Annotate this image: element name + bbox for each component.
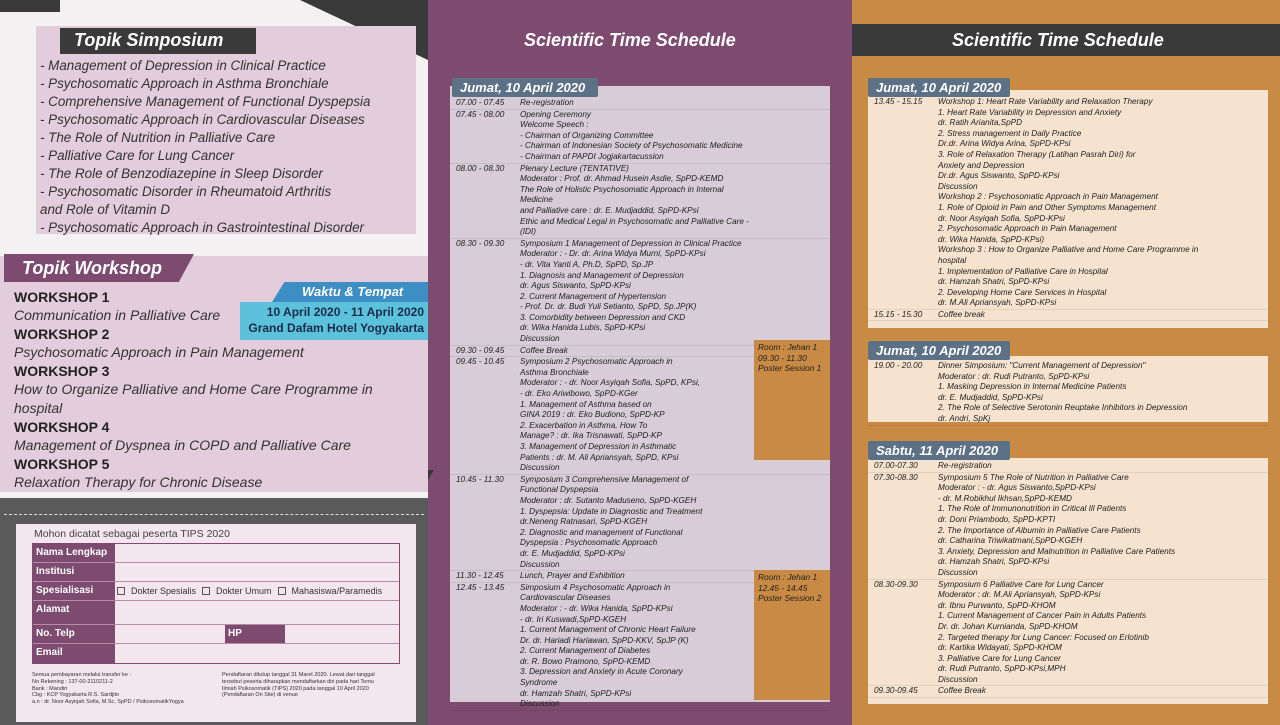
day1b-schedule	[868, 97, 1268, 321]
payment-info: Semua pembayaran melalui transfer ke : No Rekening : 137-00-2110211-2 Bank : Mandiri Cbg : KCP Yogyakarta R.S. Sardjito a.n : dr. Noor Asyiqah Sofia, M.Sc, SpPD / PsikosomatikYogya	[32, 672, 184, 706]
schedule-content: Symposium 6 Palliative Care for Lung Cancer Moderator : dr. M.Ali Apriansyah, SpPD-KPsi dr. Ibnu Purwanto, SpPD-KHOM 1. Current Management of Cancer Pain in Adults Patients Dr. dr. Johan Kurnianda, SpPD-KHOM 2. Targeted therapy for Lung Cancer: Focused on Erlotinib dr. Kartika Widayati, SpPD-KHOM 3. Palliative Care for Lung Cancer dr. Rudi Putranto, SpPD-KPsi,MPH Discussion	[938, 579, 1149, 684]
schedule-content: Re-registration	[938, 461, 992, 470]
hp-field[interactable]	[285, 625, 399, 643]
schedule-time: 11.30 - 12.45	[456, 571, 504, 581]
form-row-phone	[33, 625, 399, 644]
venue-date: 10 April 2020 - 11 April 2020	[266, 305, 424, 319]
schedule-time: 08.30 - 09.30	[456, 238, 505, 248]
schedule-content: Workshop 1: Heart Rate Variability and Relaxation Therapy 1. Heart Rate Variability in Depression and Anxiety dr. Ratih Arianita,SpPD 2. Stress management in Daily Practice Dr.dr. Arina Widya Arina, SpPD-KPsi 3. Role of Relaxation Therapy (Latihan Pasrah Diri) for Anxiety and Depression Dr.dr. Agus Siswanto, SpPD-KPsi Discussion Workshop 2 : Psychosomatic Approach in Pain Management 1. Role of Opioid in Pain and Other Symptoms Management dr. Noor Asyiqah Sofia, SpPD-KPsi 2. Psychosomatic Approach in Pain Management dr. Wika Hanida, SpPD-KPsi) Workshop 3 : How to Organize Palliative and Home Care Programme in hospital 1. Implementation of Palliative Care in Hospital dr. Hamzah Shatri, SpPD-KPsi 2. Developing Home Care Services in Hospital dr. M.Ali Apriansyah, SpPD-KPsi	[938, 97, 1199, 308]
day2-label: Sabtu, 11 April 2020	[868, 441, 1010, 460]
schedule-row	[450, 239, 830, 346]
schedule-row	[450, 475, 830, 571]
address-label: Alamat	[33, 601, 115, 624]
decor-band	[0, 0, 60, 12]
schedule-row	[450, 110, 830, 164]
symposium-topic: - Management of Depression in Clinical Practice	[40, 58, 326, 73]
form-row-specialization	[33, 582, 399, 601]
schedule-time: 15.15 - 15.30	[874, 309, 923, 319]
workshop-description: Communication in Palliative Care	[14, 307, 221, 323]
schedule-row	[868, 310, 1268, 322]
opt3-label: Mahasiswa/Paramedis	[291, 586, 383, 596]
schedule-title-right: Scientific Time Schedule	[952, 30, 1164, 50]
form-table	[32, 543, 400, 664]
schedule-content: Symposium 5 The Role of Nutrition in Palliative Care Moderator : - dr. Agus Siswanto,SpPD-KPsi - dr. M.Robikhul Ikhsan,SpPD-KEMD 1. The Role of Immunonutrition in Critical Ill Patients dr. Doni Priambodo, SpPD-KPTI 2. The Importance of Albumin in Palliative Care Patients dr. Catharina Triwikatmani,SpPD-KGEH 3. Anxiety, Depression and Malnutrition in Palliative Care Patients dr. Hamzah Shatri, SpPD-KPsi Discussion	[938, 472, 1176, 577]
form-title: Mohon dicatat sebagai peserta TIPS 2020	[34, 528, 230, 540]
symposium-topic: - The Role of Nutrition in Palliative Care	[40, 130, 276, 145]
workshop-heading: WORKSHOP 1	[14, 289, 110, 305]
form-row-institution	[33, 563, 399, 582]
workshop-title: Topik Workshop	[22, 258, 163, 278]
form-row-email	[33, 644, 399, 663]
schedule-content: Lunch, Prayer and Exhibition	[520, 571, 625, 581]
hp-label: HP	[225, 625, 285, 643]
schedule-content: Re-registration	[520, 98, 574, 107]
schedule-time: 08.30-09.30	[874, 579, 918, 589]
schedule-time: 09.30 - 09.45	[456, 345, 505, 355]
workshop-description: Management of Dyspnea in COPD and Palliative Care	[14, 437, 351, 453]
email-field[interactable]	[115, 644, 399, 663]
workshop-heading: WORKSHOP 3	[14, 363, 110, 379]
schedule-row	[450, 98, 830, 110]
symposium-topic: - Psychosomatic Disorder in Rheumatoid Arthritis and Role of Vitamin D	[40, 184, 332, 217]
symposium-topic: - Palliative Care for Lung Cancer	[40, 148, 235, 163]
schedule-row	[868, 580, 1268, 687]
form-row-name	[33, 544, 399, 563]
schedule-time: 19.00 - 20.00	[874, 361, 923, 370]
form-row-address	[33, 601, 399, 625]
workshop-description: Relaxation Therapy for Chronic Disease	[14, 474, 263, 490]
venue-title: Waktu & Tempat	[302, 284, 404, 299]
symposium-topic: - Psychosomatic Approach in Cardiovascular Diseases	[40, 112, 365, 127]
email-label: Email	[33, 644, 115, 663]
schedule-content: Opening Ceremony Welcome Speech : - Chairman of Organizing Committee - Chairman of Indonesian Society of Psychosomatic Medicine - Chairman of PAPDI Jogjakartacussion	[520, 109, 743, 161]
schedule-time: 12.45 - 13.45	[456, 582, 505, 592]
schedule-content: Symposium 3 Comprehensive Management of Functional Dyspepsia Moderator : dr. Sutanto Maduseno, SpPD-KGEH 1. Dyspepsia: Update in Diagnostic and Treatment dr.Neneng Ratnasari, SpPD-KGEH 2. Diagnostic and management of Functional Dyspepsia : Psychosomatic Approach dr. E. Mudjaddid, SpPD-KPsi Discussion	[520, 474, 703, 569]
symposium-topic: - Comprehensive Management of Functional Dyspepsia	[40, 94, 371, 109]
schedule-content: Plenary Lecture (TENTATIVE) Moderator : Prof. dr. Ahmad Husein Asdie, SpPD-KEMD The Role of Holistic Psychosomatic Approach in Internal Medicine and Palliative care : dr. E. Mudjaddid, SpPD-KPsi Ethic and Medical Legal in Psychosomatic and Palliative Care - (IDI)	[520, 163, 749, 237]
symposium-topic-list	[40, 57, 414, 237]
schedule-content: Coffee break	[938, 309, 985, 319]
opt2-label: Dokter Umum	[216, 586, 272, 596]
day1-label: Jumat, 10 April 2020	[452, 78, 598, 97]
registration-info: Pendaftaran ditutup tanggal 31 Maret 2020. Lewat dari tanggal tersebut peserta diharapkan mendaftarkan diri pada hari Temu Ilmiah Psikosomatik (TIPS) 2020 pada tanggal 10 April 2020 (Pendaftaran On Site) di venue	[222, 672, 375, 699]
address-field[interactable]	[115, 601, 399, 624]
institution-label: Institusi	[33, 563, 115, 581]
institution-field[interactable]	[115, 563, 399, 581]
phone-label: No. Telp	[33, 625, 115, 643]
schedule-content: Dinner Simposium: "Current Management of Depression" Moderator : dr. Rudi Putranto, SpPD-KPsi 1. Masking Depression in Internal Medicine Patients dr. E. Mudjaddid, SpPD-KPsi 2. The Role of Selective Serotonin Reuptake Inhibitors in Depression dr. Andri, SpKj	[938, 361, 1188, 423]
schedule-time: 09.45 - 10.45	[456, 357, 505, 367]
schedule-content: Simposium 4 Psychosomatic Approach in Cardiovascular Diseases Moderator : - dr. Wika Hanida, SpPD-KPsi - dr. Iri Kuswadi,SpPD-KGEH 1. Current Management of Chronic Heart Failure Dr. dr. Hariadi Hariawan, SpPD-KKV, SpJP (K) 2. Current Management of Diabetes dr. R. Bowo Pramono, SpPD-KEMD 3. Depression and Anxiety in Acute Coronary Syndrome dr. Hamzah Shatri, SpPD-KPsi Discussion	[520, 582, 696, 709]
schedule-time: 07.00-07.30	[874, 461, 918, 470]
venue-place: Grand Dafam Hotel Yogyakarta	[248, 321, 424, 335]
symposium-topic: - The Role of Benzodiazepine in Sleep Disorder	[40, 166, 323, 181]
schedule-time: 07.45 - 08.00	[456, 109, 505, 119]
day1b-label: Jumat, 10 April 2020	[868, 78, 1010, 97]
room1-note: Room : Jehan 1 09.30 - 11.30 Poster Session 1	[758, 342, 822, 374]
schedule-row	[868, 473, 1268, 580]
room2-note: Room : Jehan 1 12.45 - 14.45 Poster Session 2	[758, 572, 822, 604]
opt1-checkbox[interactable]	[117, 587, 125, 595]
name-label: Nama Lengkap	[33, 544, 115, 562]
workshop-heading: WORKSHOP 4	[14, 419, 110, 435]
workshop-heading: WORKSHOP 5	[14, 456, 110, 472]
schedule-row	[868, 461, 1268, 473]
schedule-row	[450, 164, 830, 239]
schedule-content: Symposium 1 Management of Depression in Clinical Practice Moderator : - Dr. dr. Arina Widya Murni, SpPD-KPsi - dr. Vita Yanti A, Ph.D, SpPD, Sp.JP 1. Diagnosis and Management of Depression dr. Agus Siswanto, SpPD-KPsi 2. Current Management of Hypertension - Prof. Dr. dr. Budi Yuli Setianto, SpPD, Sp.JP(K) 3. Comorbidity between Depression and CKD dr. Wika Hanida Lubis, SpPD-KPsi Discussion	[520, 238, 742, 344]
schedule-time: 10.45 - 11.30	[456, 474, 504, 484]
workshop-description: How to Organize Palliative and Home Care Programme in hospital	[14, 381, 373, 416]
specialization-label: Spesialisasi	[33, 582, 115, 600]
day1c-label: Jumat, 10 April 2020	[868, 341, 1010, 360]
symposium-topic: - Psychosomatic Approach in Gastrointestinal Disorder	[40, 220, 364, 235]
schedule-row	[868, 97, 1268, 310]
symposium-topic: - Psychosomatic Approach in Asthma Bronchiale	[40, 76, 329, 91]
opt3-checkbox[interactable]	[278, 587, 286, 595]
opt1-label: Dokter Spesialis	[131, 586, 197, 596]
schedule-time: 13.45 - 15.15	[874, 97, 923, 106]
schedule-content: Coffee Break	[938, 686, 986, 696]
schedule-row	[868, 361, 1268, 426]
schedule-time: 09.30-09.45	[874, 686, 918, 696]
schedule-time: 08.00 - 08.30	[456, 163, 505, 173]
phone-field[interactable]	[115, 625, 225, 643]
workshop-description: Psychosomatic Approach in Pain Management	[14, 344, 304, 360]
opt2-checkbox[interactable]	[202, 587, 210, 595]
schedule-title-mid: Scientific Time Schedule	[524, 30, 736, 50]
symposium-title: Topik Simposium	[74, 30, 224, 50]
schedule-row	[868, 686, 1268, 698]
schedule-content: Coffee Break	[520, 345, 568, 355]
cut-line	[4, 514, 424, 515]
workshop-heading: WORKSHOP 2	[14, 326, 110, 342]
schedule-content: Symposium 2 Psychosomatic Approach in Asthma Bronchiale Moderator : - dr. Noor Asyiqah Sofia, SpPD, KPsi, - dr. Eko Ariwibowo, SpPD-KGer 1. Management of Asthma based on GINA 2019 : dr. Eko Budiono, SpPD-KP 2. Exacerbation in Asthma, How To Manage? : dr. Ika Trisnawati, SpPD-KP 3. Management of Depression in Asthmatic Patients : dr. M. Ali Apriansyah, SpPD, KPsi Discussion	[520, 357, 701, 473]
schedule-time: 07.30-08.30	[874, 472, 918, 482]
day1c-schedule	[868, 361, 1268, 426]
schedule-time: 07.00 - 07.45	[456, 98, 505, 107]
name-field[interactable]	[115, 544, 399, 562]
day2-schedule	[868, 461, 1268, 698]
